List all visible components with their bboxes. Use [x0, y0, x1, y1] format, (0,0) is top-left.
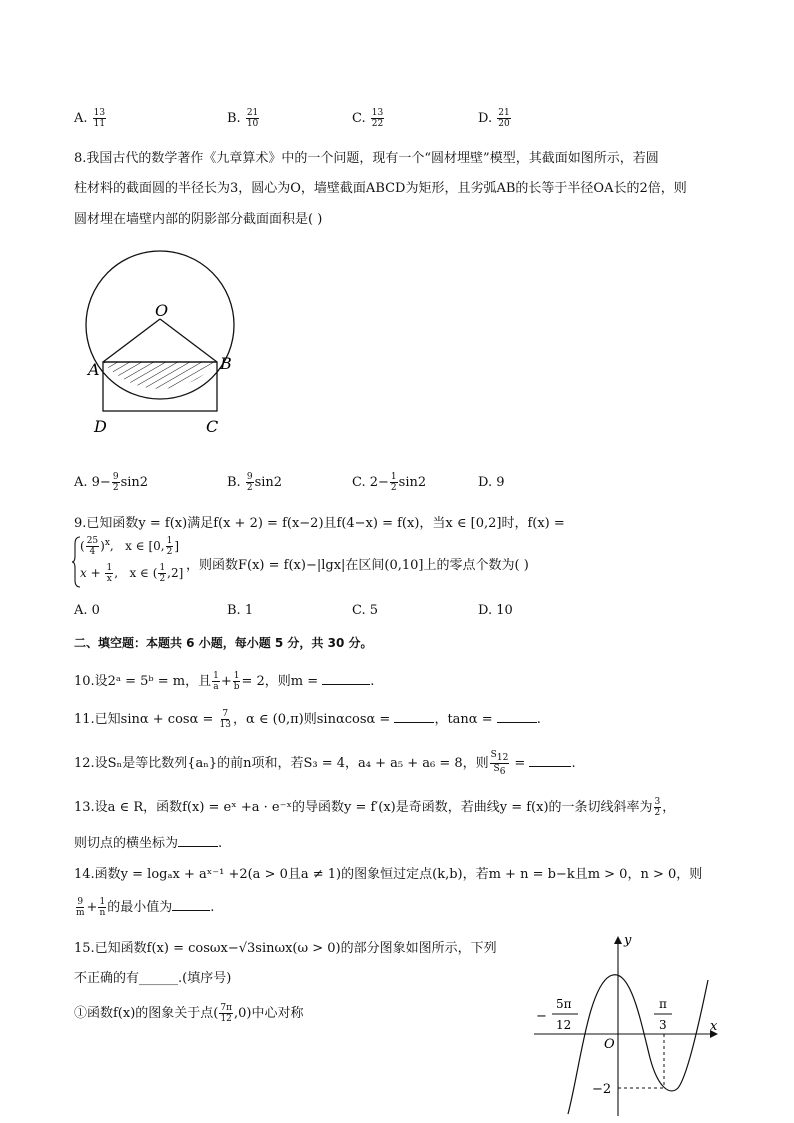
- q11: 11.已知sinα + cosα = $\frac{7}{13}$ ，α ∈ (0,π)则sinαcosα = ，tanα = .: [74, 709, 541, 730]
- q14-answer-blank: [172, 898, 210, 911]
- q13-answer-blank: [178, 834, 218, 847]
- q8-option-a: A. 9− $\frac{9}{2}$ sin2: [74, 472, 149, 493]
- q9-option-c: C. 5: [352, 603, 379, 618]
- right-tick-den: 3: [659, 1018, 667, 1032]
- left-tick-sign: −: [536, 1009, 547, 1024]
- q9-case1: ( $\frac{25}{4}$ )$^x$, x ∈ [0, $\frac{1}{2}$ ]: [80, 536, 180, 557]
- label-c: C: [206, 417, 219, 436]
- q9-option-b: B. 1: [227, 603, 254, 618]
- q9-tail: ，则函数F(x) = f(x)−|lgx|在区间(0,10]上的零点个数为( ): [186, 558, 529, 573]
- q15-line2: 不正确的有______.(填序号): [74, 971, 232, 986]
- q14-line1: 14.函数y = logₐx + aˣ⁻¹ +2(a > 0且a ≠ 1)的图象恒过定点(k,b)，若m + n = b−k且m > 0，n > 0，则: [74, 867, 703, 882]
- left-tick-den: 12: [556, 1018, 572, 1032]
- q7-option-c: C. $\frac{13}{22}$: [352, 108, 384, 129]
- x-axis-label: x: [710, 1019, 718, 1034]
- y-axis-label: y: [624, 933, 632, 948]
- q15-line1: 15.已知函数f(x) = cosωx−√3sinωx(ω > 0)的部分图象如图所示，下列: [74, 941, 497, 956]
- q10: 10.设2ᵃ = 5ᵇ = m，且 $\frac{1}{a}$ + $\frac{1}{b}$ = 2，则m = .: [74, 671, 375, 692]
- q14-line2: $\frac{9}{m}$ + $\frac{1}{n}$ 的最小值为 .: [76, 897, 215, 918]
- q10-answer-blank: [322, 672, 370, 685]
- q12: 12.设Sₙ是等比数列{aₙ}的前n项和，若S₃ = 4，a₄ + a₅ + a₆ = 8，则 $\frac{S_{12}}{S_6}$ = .: [74, 750, 576, 777]
- label-a: A: [88, 360, 100, 379]
- q8-line3: 圆材埋在墙壁内部的阴影部分截面面积是( ): [74, 212, 323, 227]
- origin-label: O: [604, 1037, 615, 1052]
- q8-option-c: C. 2− $\frac{1}{2}$ sin2: [352, 472, 427, 493]
- q13-line1: 13.设a ∈ R，函数f(x) = eˣ +a · e⁻ˣ的导函数y = f′(x)是奇函数，若曲线y = f(x)的一条切线斜率为 $\frac{3}{2}$ ，: [74, 797, 676, 818]
- q8-option-b: B. $\frac{9}{2}$ sin2: [227, 472, 283, 493]
- right-tick-num: π: [659, 997, 667, 1011]
- radius-ob: [160, 319, 217, 362]
- q7-option-a: A. $\frac{13}{11}$: [74, 108, 106, 129]
- q8-option-d: D. 9: [478, 475, 505, 490]
- radius-oa: [103, 319, 160, 362]
- label-o: O: [155, 301, 169, 320]
- q13-line2: 则切点的横坐标为 .: [74, 836, 223, 851]
- q9-option-a: A. 0: [74, 603, 100, 618]
- q7-option-b: B. $\frac{21}{10}$: [227, 108, 259, 129]
- neg2-label: −2: [592, 1082, 612, 1097]
- q9-option-d: D. 10: [478, 603, 513, 618]
- q11-answer-blank-2: [497, 710, 537, 723]
- q15-statement-1: ①函数f(x)的图象关于点( $\frac{7\pi}{12}$ ,0)中心对称: [74, 1003, 304, 1024]
- q9-line1: 9.已知函数y = f(x)满足f(x + 2) = f(x−2)且f(4−x) = f(x)，当x ∈ [0,2]时，f(x) =: [74, 516, 565, 531]
- q9-case2: x + $\frac{1}{x}$ , x ∈ ( $\frac{1}{2}$ ,2]: [80, 563, 184, 584]
- function-curve: [568, 975, 708, 1114]
- q8-line2: 柱材料的截面圆的半径长为3，圆心为O，墙壁截面ABCD为矩形，且劣弧AB的长等于半径OA长的2倍，则: [74, 181, 687, 196]
- q7-option-d: D. $\frac{21}{20}$: [478, 108, 510, 129]
- left-tick-num: 5π: [556, 997, 572, 1011]
- shaded-segment: [103, 362, 217, 389]
- section-heading-fill-blank: 二、填空题：本题共 6 小题，每小题 5 分，共 30 分。: [74, 636, 373, 650]
- q11-answer-blank-1: [394, 710, 434, 723]
- q12-answer-blank: [529, 754, 571, 767]
- q8-line1: 8.我国古代的数学著作《九章算术》中的一个问题，现有一个“圆材埋壁”模型，其截面如图所示，若圆: [74, 151, 659, 166]
- circle-in-wall-figure: [80, 245, 250, 445]
- y-axis-arrow-icon: [614, 936, 622, 944]
- label-d: D: [94, 417, 107, 436]
- function-graph: [530, 928, 730, 1118]
- label-b: B: [220, 354, 232, 373]
